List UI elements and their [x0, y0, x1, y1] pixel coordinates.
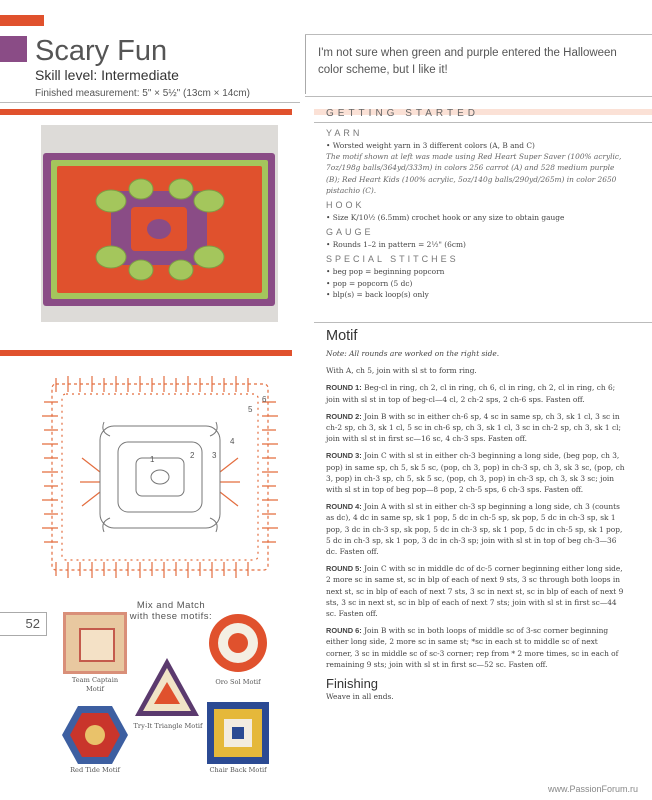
special-stitch-item: • blp(s) = back loop(s) only — [326, 289, 429, 299]
intro-rule-bottom — [305, 96, 652, 97]
motif-photo — [41, 125, 278, 322]
crochet-square-illustration — [41, 125, 278, 322]
finishing-text: Weave in all ends. — [326, 692, 394, 702]
getting-started-bottom-rule — [314, 322, 652, 323]
motif-note: Note: All rounds are worked on the right side. — [326, 349, 500, 358]
intro-text: I'm not sure when green and purple entered the Halloween color scheme, but I like it! — [318, 47, 617, 76]
yarn-bullet: • Worsted weight yarn in 3 different colors (A, B and C) — [326, 141, 535, 150]
diagram-label-2: 2 — [190, 451, 195, 460]
diagram-label-6: 6 — [262, 395, 267, 404]
yarn-note: The motif shown at left was made using Red Heart Super Saver (100% acrylic, 7oz/198g balls/364yd/333m) in colors 256 carrot (A) and 528 medium purple (B); Red Heart Kids (100% acrylic, 5oz/140g balls/290yd/265m) in color 2650 pistachio (C). — [326, 152, 622, 195]
round-6: ROUND 6: Join B with sc in both loops of middle sc of 3-sc corner beginning either long side, 2 more sc in same st; *sc in each st to middle sc of next corner, 3 sc in middle sc of sc-3 corner; rep from * 2 more times, sc in each of remaining 9 sts; join with sl st in first sc—52 sc. Fasten off. — [326, 626, 619, 669]
round-5: ROUND 5: Join C with sc in middle dc of dc-5 corner beginning either long side, 2 more sc in same st, sc in blp of each of next 9 sts, 3 sc through both loops in next st, sc in blp of each of next 7 sts, 3 sc in next st, sc in blp of each of next 9 sts, 3 sc in next st, sc in blp of each of next 7 sts; join with sl st in first sc—44 sc. Fasten off. — [326, 564, 624, 619]
motif-section — [326, 328, 626, 702]
crochet-diagram — [40, 372, 280, 582]
diagram-label-3: 3 — [212, 451, 217, 460]
round-1: ROUND 1: Beg-cl in ring, ch 2, cl in ring, ch 6, cl in ring, ch 2, cl in ring, ch 6; join with sl st in top of beg-cl—4 cl, 2 ch-2 sps, 2 ch-6 sps. Fasten off. — [326, 383, 616, 404]
motif-thumb-try-it-triangle — [133, 656, 201, 718]
motif-label-red-tide: Red Tide Motif — [70, 766, 120, 774]
title-rule — [0, 102, 300, 103]
corner-bar-orange — [0, 15, 44, 26]
page-number-box — [0, 612, 47, 636]
intro-divider — [305, 34, 306, 94]
mix-and-match-heading: Mix and Match with these motifs: — [129, 600, 213, 622]
skill-level: Skill level: Intermediate — [35, 67, 179, 83]
orange-band — [0, 109, 292, 115]
motif-start: With A, ch 5, join with sl st to form ring. — [326, 366, 477, 376]
motif-label-chair-back: Chair Back Motif — [209, 766, 267, 774]
motif-thumb-chair-back — [207, 702, 269, 764]
diagram-label-5: 5 — [248, 405, 253, 414]
motif-label-oro-sol: Oro Sol Motif — [215, 678, 261, 686]
intro-rule — [305, 34, 652, 35]
getting-started-heading: GETTING STARTED — [326, 108, 479, 119]
motif-label-team-captain: Team Captain Motif — [71, 676, 119, 693]
page-title: Scary Fun — [35, 35, 168, 67]
getting-started-section — [326, 128, 626, 300]
special-stitch-item: • beg pop = beginning popcorn — [326, 267, 445, 277]
getting-started-bar — [314, 105, 320, 119]
finishing-heading: Finishing — [326, 676, 379, 692]
orange-band-lower — [0, 350, 292, 356]
corner-bar-purple — [0, 36, 27, 62]
special-stitches-heading: SPECIAL STITCHES — [326, 254, 459, 265]
round-4: ROUND 4: Join A with sl st in either ch-3 sp beginning a long side, ch 3 (counts as dc), 4 dc in same sp, sk 1 pop, 5 dc in ch-5 sp, sk pop, 5 dc in ch-3 sp, sk 1 pop, 3 dc in ch-3 sp, sk pop, 5 dc in ch-3 sp, sk 1 pop, 5 dc in ch-5 sp, sk 1 pop, 5 dc in ch-3 sp, sk 1 pop, 3 dc in ch-3 sp; join with sl st in top of beg ch-3—36 dc. Fasten off. — [326, 502, 623, 557]
special-stitch-item: • pop = popcorn (5 dc) — [326, 278, 413, 288]
gauge-heading: GAUGE — [326, 227, 374, 238]
page-number: 52 — [25, 616, 40, 631]
diagram-label-4: 4 — [230, 437, 235, 446]
gauge-bullet: • Rounds 1–2 in pattern = 2½" (6cm) — [326, 240, 466, 250]
round-2: ROUND 2: Join B with sc in either ch-6 sp, 4 sc in same sp, ch 3, sk 1 cl, 3 sc in ch-2 sp, ch 3, sk 1 cl, 5 sc in ch-6 sp, ch 3, sk 1 cl, 3 sc in ch-2 sp, ch 3, sk 1 cl; join with sl st in first sc—16 sc, 4 ch-3 sps. Fasten off. — [326, 411, 621, 444]
diagram-label-1: 1 — [150, 455, 155, 464]
watermark: www.PassionForum.ru — [548, 784, 639, 794]
round-3: ROUND 3: Join C with sl st in either ch-3 beginning a long side, (beg pop, ch 3, pop) in same sp, ch 5, sk 5 sc, (pop, ch 3, pop) in ch-3 sp, ch 3, sk 3 sc, (pop, ch 3, pop) in ch-3 sp, ch 5, sk 5 sc, (pop, ch 3, pop) in ch-3 sp, ch 3, sk 3 sc; join with sl st in top of beg pop—8 pop, 2 ch-5 sps, 6 ch-3 sps. Fasten off. — [326, 451, 625, 495]
getting-started-rule — [314, 122, 652, 123]
hook-bullet: • Size K/10½ (6.5mm) crochet hook or any size to obtain gauge — [326, 213, 565, 223]
motif-heading: Motif — [326, 328, 358, 344]
motif-thumb-red-tide — [61, 704, 129, 766]
yarn-heading: YARN — [326, 128, 363, 138]
motif-thumb-oro-sol — [209, 614, 267, 672]
hook-heading: HOOK — [326, 200, 365, 211]
motif-thumb-team-captain — [63, 612, 127, 674]
motif-label-try-it-triangle: Try-It Triangle Motif — [133, 722, 203, 730]
finished-measurement: Finished measurement: 5" × 5½" (13cm × 14cm) — [35, 88, 250, 99]
